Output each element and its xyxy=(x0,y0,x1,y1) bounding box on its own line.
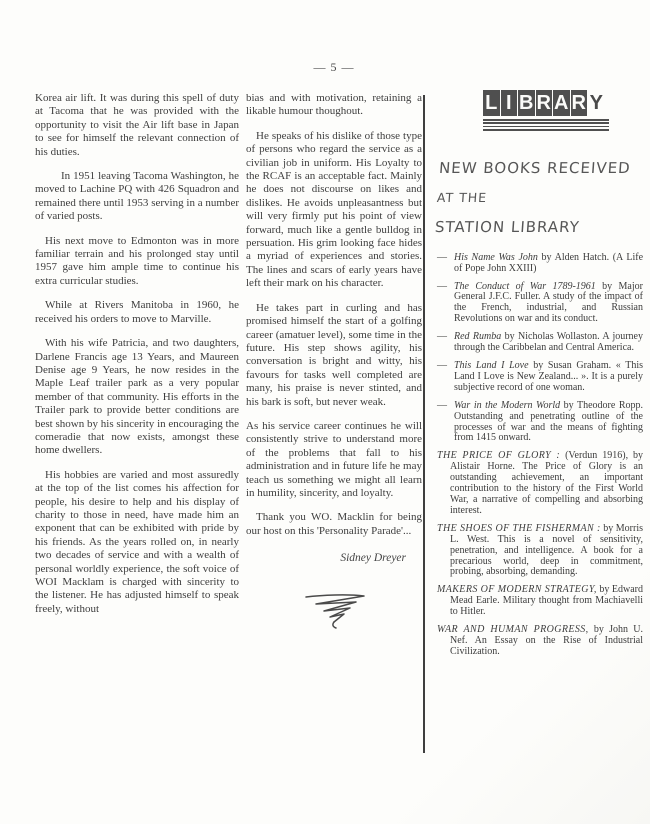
book-title: THE PRICE OF GLORY : xyxy=(437,450,561,462)
article-paragraph: He takes part in curling and has promised himself the start of a golfing career (amatuer level), some time in the future. His step shows agility, his conversation is bright and witty, his favours for tasks well completed are many, his praise is never stinted, and his bark is soft, but never weak. xyxy=(246,301,422,408)
book-description: by Nicholas Wollaston. A journey through the Caribbelan and Central America. xyxy=(454,331,644,354)
list-item-dash: — xyxy=(437,360,447,372)
book-description: by Alden Hatch. (A Life of Pope John XXIII) xyxy=(454,251,644,274)
page-number: — 5 — xyxy=(313,60,355,74)
logo-letter-tile: B xyxy=(518,90,535,116)
article-paragraph: While at Rivers Manitoba in 1960, he received his orders to move to Marville. xyxy=(35,299,239,325)
article-paragraph: Thank you WO. Macklin for being our host on this 'Personality Parade'... xyxy=(246,511,422,537)
list-item xyxy=(437,332,643,354)
book-title: This Land I Love xyxy=(454,360,529,372)
logo-letter-tile: I xyxy=(501,90,518,116)
list-item xyxy=(437,625,643,658)
article-middle-column xyxy=(246,92,422,635)
book-description: by Edward Mead Earle. Military thought from Machiavelli to Hitler. xyxy=(450,584,643,618)
list-item xyxy=(437,253,643,275)
article-paragraph: His next move to Edmonton was in more familiar terrain and his prolonged stay until 1957 gave him ample time to continue his extra curricular studies. xyxy=(35,234,239,287)
book-list xyxy=(437,253,643,658)
list-item xyxy=(437,282,643,326)
list-item-dash: — xyxy=(437,399,447,411)
book-description: by Major General J.F.C. Fuller. A study of the impact of the French, industrial, and Russian Revolutions on war and its conduct. xyxy=(454,280,643,325)
book-description: by Morris L. West. This is a novel of sensitivity, penetration, and intelligence. A book for a precarious world, deep in commitment, probing, absorbing, demanding. xyxy=(450,522,643,578)
article-paragraph: bias and with motivation, retaining a likable humour thoughout. xyxy=(246,92,422,118)
list-item-dash: — xyxy=(437,251,447,263)
list-item xyxy=(437,585,643,618)
article-left-column xyxy=(35,92,239,616)
book-description: by Theodore Ropp. Outstanding and penetrating outline of the processes of war and the means of fighting from 1415 onward. xyxy=(454,399,644,444)
signature-flourish-icon xyxy=(304,592,366,630)
book-title: The Conduct of War 1789-1961 xyxy=(454,280,596,292)
book-description: by John U. Nef. An Essay on the Rise of Industrial Civilization. xyxy=(450,624,643,657)
logo-letter-tile: R xyxy=(571,90,588,116)
heading-line: AT THE xyxy=(436,189,488,205)
list-item xyxy=(437,524,643,579)
article-paragraph: As his service career continues he will consistently strive to understand more of the problems that fall to his administration and in future life he may teach us something we might all learn in humility, sincerity, and loyalty. xyxy=(246,419,422,499)
book-title: WAR AND HUMAN PROGRESS, xyxy=(437,624,589,636)
logo-letter-tile: A xyxy=(553,90,570,116)
book-title: His Name Was John xyxy=(454,251,538,263)
list-item xyxy=(437,361,643,394)
column-divider-rule xyxy=(423,95,425,753)
logo-letter-tile: R xyxy=(536,90,553,116)
author-signature: Sidney Dreyer xyxy=(340,552,406,565)
book-title: MAKERS OF MODERN STRATEGY, xyxy=(437,584,597,596)
library-column xyxy=(434,90,644,665)
article-paragraph: With his wife Patricia, and two daughters, Darlene Francis age 13 Years, and Maureen Denise age 9 Years, he now resides in the Maple Leaf trailer park as a very popular member of that community. His efforts in the Trailer park to provide better conditions are best shown by his sincerity in encouraging the comeradie that now exists, amongst these home dwellers. xyxy=(35,337,239,457)
list-item xyxy=(437,451,643,516)
article-paragraph: In 1951 leaving Tacoma Washington, he moved to Lachine PQ with 426 Squadron and remained there until 1953 serving in a number of varied posts. xyxy=(35,170,239,223)
signature-flourish xyxy=(304,592,422,635)
book-title: Red Rumba xyxy=(454,331,502,343)
heading-line: STATION LIBRARY xyxy=(434,217,581,236)
list-item xyxy=(437,401,643,445)
list-item-dash: — xyxy=(437,331,447,343)
article-paragraph: Korea air lift. It was during this spell of duty at Tacoma that he was provided with the opportunity to visit the Air lift base in Japan to see for himself the relevant connection of his duties. xyxy=(35,92,239,158)
book-description: (Verdun 1916), by Alistair Horne. The Price of Glory is an outstanding achievement, an important contribution to the history of the First World War, a narrative of compelling and absorbing interest. xyxy=(450,450,644,516)
logo-letter-tile: Y xyxy=(589,91,603,114)
book-description: by Susan Graham. « This Land I Love is New Zealand... ». It is a purely subjective record of one woman. xyxy=(454,360,644,393)
book-title: War in the Modern World xyxy=(454,399,561,411)
library-logo xyxy=(483,90,609,131)
heading-line: NEW BOOKS RECEIVED xyxy=(438,158,632,177)
article-paragraph: He speaks of his dislike of those type of persons who regard the service as a civilian job in uniform. His Loyalty to the RCAF is an acceptable fact. Mainly he does not discourse on likes and dislikes. He avoids unpleasantness but will very firmly put his point of view forward, much like a gentle bulldog in persuation. His grim looking face hides a myriad of experiences and stories. The lines and scars of early years have left their mark on his character. xyxy=(246,129,422,290)
list-item-dash: — xyxy=(437,280,447,292)
logo-underline-rules xyxy=(483,119,609,131)
book-title: THE SHOES OF THE FISHERMAN : xyxy=(437,522,601,534)
logo-letter-tile: L xyxy=(483,90,500,116)
new-books-heading xyxy=(434,159,645,236)
article-paragraph: His hobbies are varied and most assuredly at the top of the list comes his affection for people, his desire to help and his display of charity to those in need, have made him an exponent that can be exhibited with pride by his friends. As the years rolled on, in nearly two decades of service and with a wealth of personal worldly experience, the soft voice of WOI Macklam is charged with sincerity to the listener. He has adjusted himself to speak freely, without xyxy=(35,468,239,615)
library-logo-tiles xyxy=(483,90,609,116)
